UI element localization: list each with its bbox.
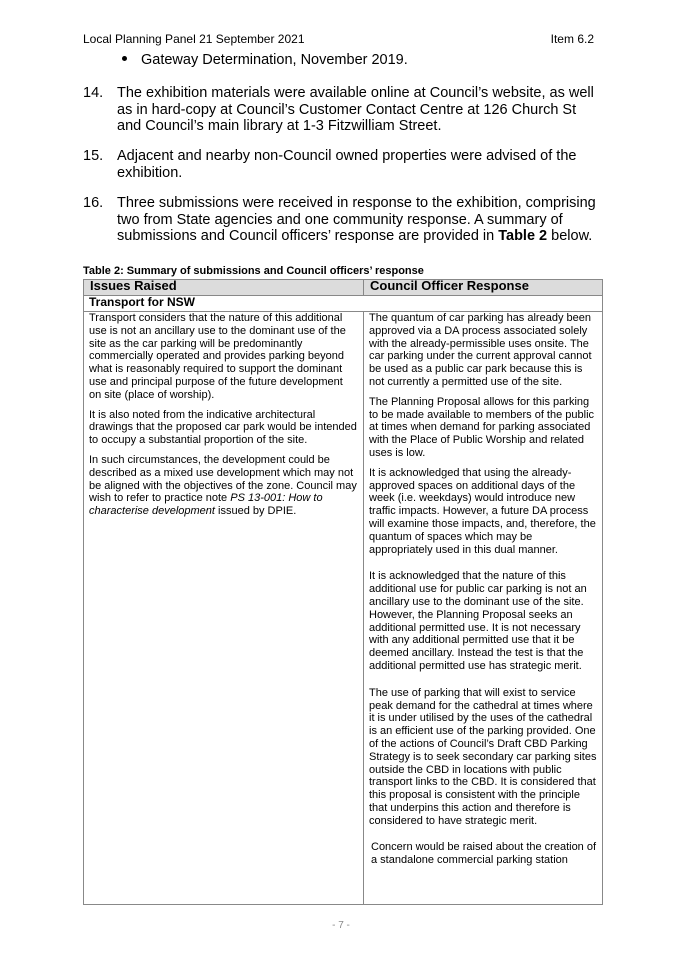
response-paragraph: The Planning Proposal allows for this parking to be made available to members of the public at times when demand for parking associated with the Place of Public Worship and related uses is low. (369, 395, 595, 459)
paragraph-number: 14. (83, 85, 104, 101)
bullet-icon (122, 56, 127, 61)
table-header-row (84, 280, 603, 296)
response-paragraph: It is acknowledged that the nature of this additional use for public car parking is not an ancillary use to the dominant use of the site. However, the Planning Proposal seeks an additional permitted use. It is not necessary with any additional permitted use that it be deemed ancillary. Instead the test is that the additional permitted use has strategic merit. (369, 570, 587, 672)
table-caption: Table 2: Summary of submissions and Council officers’ response (83, 265, 424, 277)
header-meeting: Local Planning Panel 21 September 2021 (83, 32, 305, 46)
header-issues-raised: Issues Raised (84, 280, 364, 296)
paragraph-text: The exhibition materials were available online at Council’s website, as well as in hard-copy at Council’s Customer Contact Centre at 126 Church St and Council’s main library at 1-3 Fitzwilliam Street. (117, 85, 594, 134)
bullet-text: Gateway Determination, November 2019. (141, 52, 408, 68)
practice-note-reference: PS 13-001: How to characterise development (89, 492, 323, 518)
paragraph-number: 15. (83, 148, 104, 164)
paragraph-text (117, 195, 603, 245)
section-transport-for-nsw: Transport for NSW (84, 296, 603, 312)
paragraph-number: 16. (83, 195, 104, 211)
table-reference: Table 2 (498, 228, 548, 244)
header-item-number: Item 6.2 (550, 32, 594, 46)
response-paragraph: The quantum of car parking has already been approved via a DA process associated solely with the already-permissible uses onsite. The car parking under the current approval cannot be used as a public car park because this is not currently a permitted use of the site. (369, 312, 592, 388)
issue-paragraph: It is also noted from the indicative architectural drawings that the proposed car park would be intended to occupy a substantial proportion of the site. (89, 408, 357, 447)
issue-text-part: issued by DPIE. (214, 505, 297, 518)
issues-cell (84, 312, 364, 905)
paragraph-text-part: Three submissions were received in response to the exhibition, comprising two from State agencies and one community response. A summary of submissions and Council officers’ response are provided in (117, 195, 596, 244)
submissions-table (83, 279, 603, 905)
table-row (84, 312, 603, 905)
issue-text-part: In such circumstances, the development could be described as a mixed use development which may not be aligned with the objectives of the zone. Council may wish to refer to practice note (89, 453, 357, 505)
header-officer-response: Council Officer Response (364, 280, 603, 296)
bullet-item (122, 52, 408, 68)
response-paragraph: Concern would be raised about the creation of a standalone commercial parking station (371, 841, 597, 867)
issue-paragraph: Transport considers that the nature of this additional use is not an ancillary use to the dominant use of the site as the car parking will be predominantly commercially operated and provides parking beyond what is reasonably required to support the dominant use and principal purpose of the future development on site (place of worship). (89, 312, 346, 401)
paragraph-text-part: below. (547, 228, 593, 244)
paragraph-text: Adjacent and nearby non-Council owned properties were advised of the exhibition. (117, 148, 577, 181)
response-paragraph: The use of parking that will exist to service peak demand for the cathedral at times where it is under utilised by the uses of the cathedral is an efficient use of the parking provided. One of the actions of Council’s Draft CBD Parking Strategy is to seek secondary car parking sites outside the CBD in locations with public transport links to the CBD. It is considered that this proposal is consistent with the principle that underpins this action and therefore is considered to have strategic merit. (369, 686, 597, 827)
table-section-row (84, 296, 603, 312)
issue-paragraph (89, 454, 358, 518)
page-number: - 7 - (332, 920, 350, 931)
response-cell (364, 312, 603, 905)
response-paragraph: It is acknowledged that using the already-approved spaces on additional days of the week (i.e. weekdays) would introduce new traffic impacts. However, a future DA process will examine those impacts, and, therefore, the quantum of spaces which may be appropriately used in this dual manner. (369, 466, 596, 556)
